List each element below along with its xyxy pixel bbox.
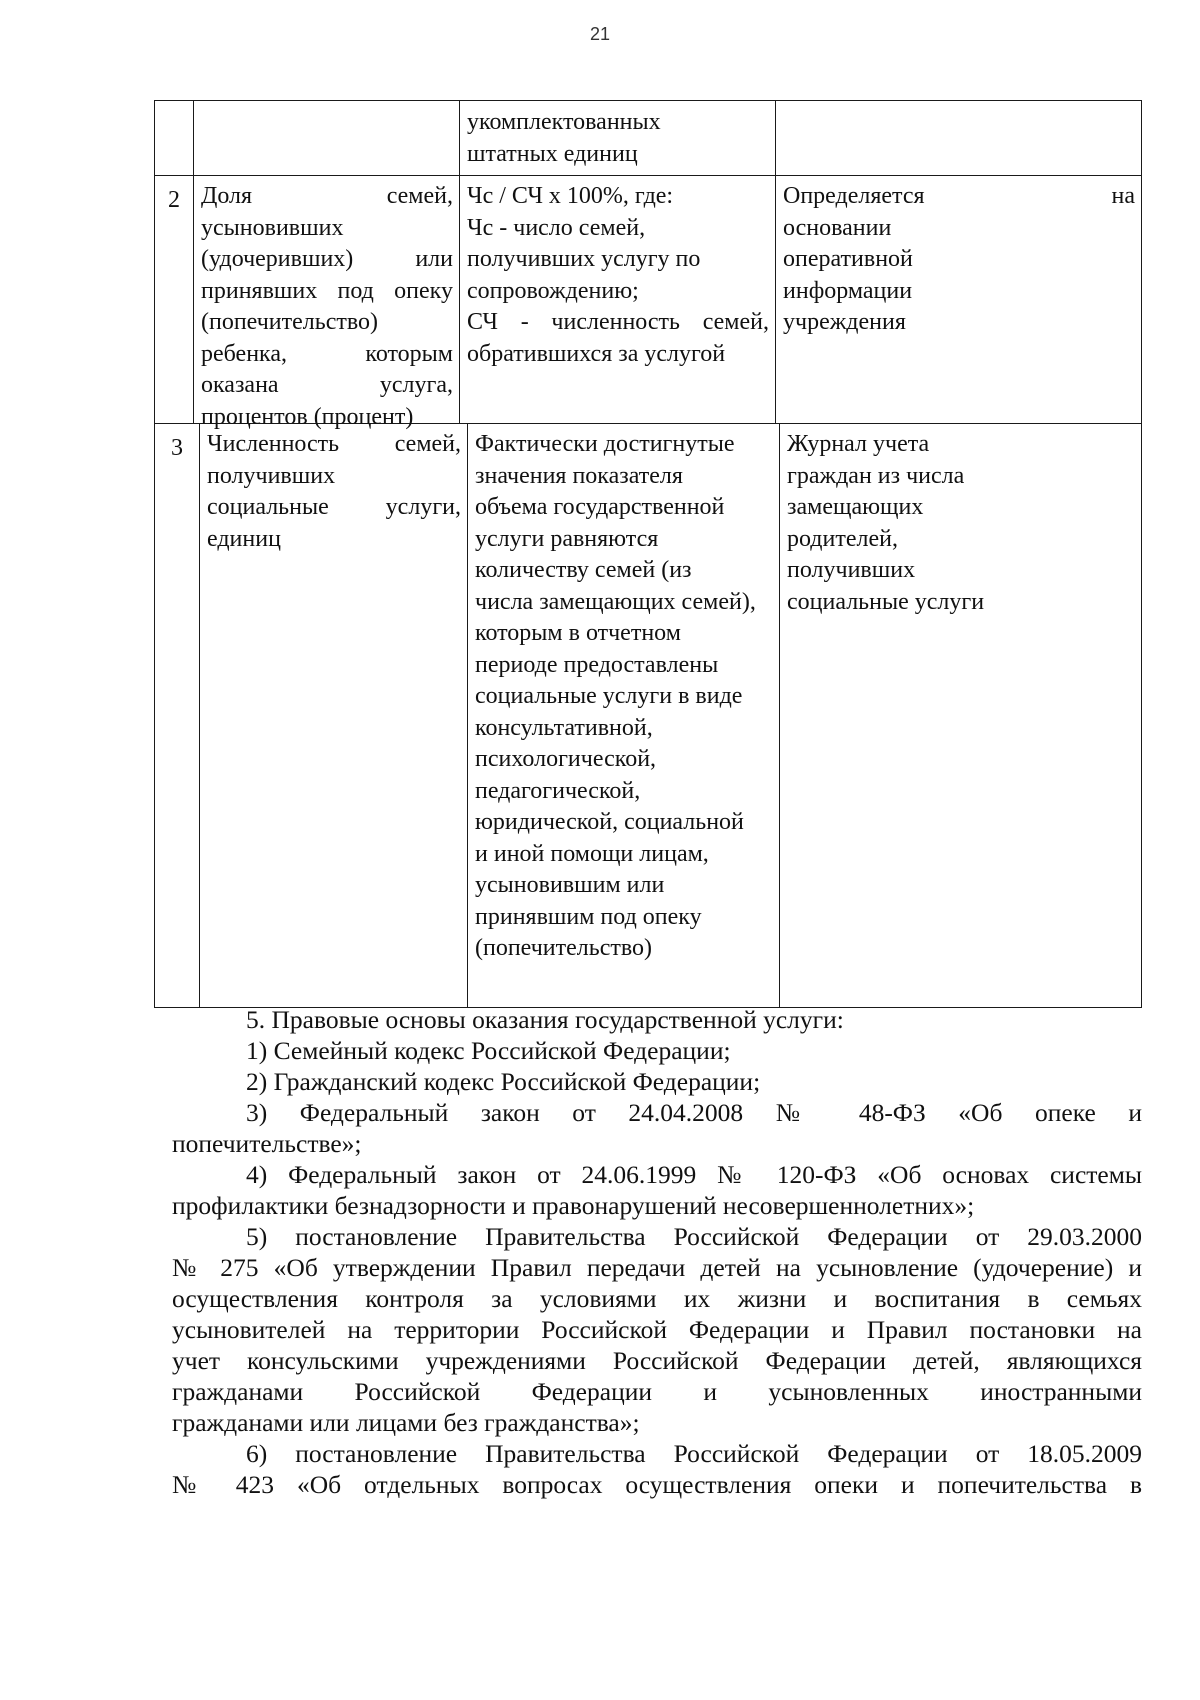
legal-item: 4) Федеральный закон от 24.06.1999 № 120-ФЗ «Об основах системы	[246, 1160, 1142, 1189]
row3-data-source	[787, 429, 1137, 618]
cell-line: получивших	[787, 557, 916, 583]
legal-item: 6) постановление Правительства Российской Федерации от 18.05.2009	[246, 1439, 1142, 1468]
cell-line: получивших услугу по	[467, 246, 701, 272]
cell-line: педагогической,	[475, 777, 641, 804]
cell-line: получивших	[207, 462, 336, 489]
cell-line: которым в отчетном	[475, 620, 681, 646]
legal-item-continued: попечительстве»;	[172, 1129, 362, 1158]
column-divider	[193, 101, 194, 175]
row3-calculation-method	[475, 429, 775, 965]
cell-line: количеству семей (из	[475, 557, 692, 583]
cell-line: единиц	[207, 525, 281, 552]
cell-line: Фактически достигнутые	[475, 431, 735, 457]
legal-basis-section	[172, 1004, 1142, 1500]
row2-number: 2	[168, 187, 180, 213]
page-number: 21	[589, 24, 611, 44]
cell-line: юридической, социальной	[475, 809, 744, 835]
legal-item-continued: усыновителей на территории Российской Федерации и Правил постановки на	[172, 1315, 1142, 1344]
cell-line: числа замещающих семей),	[475, 588, 756, 615]
column-divider	[467, 423, 468, 1007]
cell-line: сопровождению;	[467, 277, 639, 304]
cell-line: принявшим под опеку	[475, 903, 702, 930]
cell-line: Журнал учета	[787, 431, 930, 457]
legal-item-continued: профилактики безнадзорности и правонарушений несовершеннолетних»;	[172, 1191, 975, 1220]
cell-line: Чс - число семей,	[467, 214, 646, 241]
legal-item-continued: учет консульскими учреждениями Российской Федерации детей, являющихся	[172, 1346, 1142, 1375]
cell-line: Численность семей,	[207, 431, 461, 457]
legal-item: 2) Гражданский кодекс Российской Федерации;	[246, 1067, 761, 1096]
cell-line: укомплектованных	[467, 109, 661, 135]
cell-line: усыновивших	[201, 214, 344, 241]
legal-item-continued: осуществления контроля за условиями их жизни и воспитания в семьях	[172, 1284, 1142, 1313]
cell-line: Определяется на	[783, 183, 1135, 209]
cell-line: СЧ - численность семей,	[467, 309, 769, 335]
cell-line: основании	[783, 214, 892, 241]
indicators-table	[154, 100, 1142, 1008]
legal-item-continued: № 275 «Об утверждении Правил передачи детей на усыновление (удочерение) и	[172, 1253, 1142, 1282]
row2-indicator-name	[201, 181, 453, 433]
cell-line: (попечительство)	[475, 935, 653, 961]
row3-indicator-name	[207, 429, 461, 555]
cell-line: оказана услуга,	[201, 372, 453, 398]
row0-method-cell	[467, 107, 767, 170]
column-divider	[199, 423, 200, 1007]
column-divider	[459, 101, 460, 175]
legal-item: 5) постановление Правительства Российской Федерации от 29.03.2000	[246, 1222, 1142, 1251]
cell-line: (удочеривших) или	[201, 246, 453, 272]
cell-line: периоде предоставлены	[475, 651, 719, 678]
cell-line: Доля семей,	[201, 183, 453, 209]
cell-line: информации	[783, 277, 913, 304]
cell-line: граждан из числа	[787, 462, 965, 489]
cell-line: ребенка, которым	[201, 340, 453, 367]
cell-line: учреждения	[783, 309, 906, 335]
legal-item: 1) Семейный кодекс Российской Федерации;	[246, 1036, 731, 1065]
cell-line: объема государственной	[475, 494, 725, 520]
column-divider	[459, 175, 460, 423]
cell-line: штатных единиц	[467, 140, 638, 167]
legal-item-continued: № 423 «Об отдельных вопросах осуществления опеки и попечительства в	[172, 1470, 1142, 1499]
section-heading: 5. Правовые основы оказания государственной услуги:	[246, 1005, 844, 1034]
cell-line: оперативной	[783, 246, 913, 272]
cell-line: обратившихся за услугой	[467, 340, 726, 367]
legal-item-continued: гражданами Российской Федерации и усыновленных иностранными	[172, 1377, 1142, 1406]
cell-line: и иной помощи лицам,	[475, 840, 709, 867]
column-divider	[775, 175, 776, 423]
cell-line: усыновившим или	[475, 872, 665, 898]
cell-line: социальные услуги	[787, 588, 985, 615]
legal-item-continued: гражданами или лицами без гражданства»;	[172, 1408, 640, 1437]
legal-item: 3) Федеральный закон от 24.04.2008 № 48-ФЗ «Об опеке и	[246, 1098, 1142, 1127]
cell-line: значения показателя	[475, 462, 683, 489]
row-divider	[155, 175, 1141, 176]
column-divider	[779, 423, 780, 1007]
cell-line: родителей,	[787, 525, 898, 552]
cell-line: процентов (процент)	[201, 403, 414, 430]
cell-line: замещающих	[787, 494, 924, 520]
column-divider	[775, 101, 776, 175]
cell-line: консультативной,	[475, 714, 653, 741]
cell-line: услуги равняются	[475, 525, 659, 552]
cell-line: психологической,	[475, 746, 657, 772]
row3-number: 3	[171, 435, 183, 461]
column-divider	[193, 175, 194, 423]
row2-data-source	[783, 181, 1135, 339]
row2-calculation-method	[467, 181, 769, 370]
cell-line: принявших под опеку	[201, 277, 453, 304]
cell-line: социальные услуги,	[207, 494, 461, 520]
cell-line: (попечительство)	[201, 309, 379, 335]
cell-line: социальные услуги в виде	[475, 683, 743, 709]
cell-line: Чс / СЧ х 100%, где:	[467, 183, 674, 209]
